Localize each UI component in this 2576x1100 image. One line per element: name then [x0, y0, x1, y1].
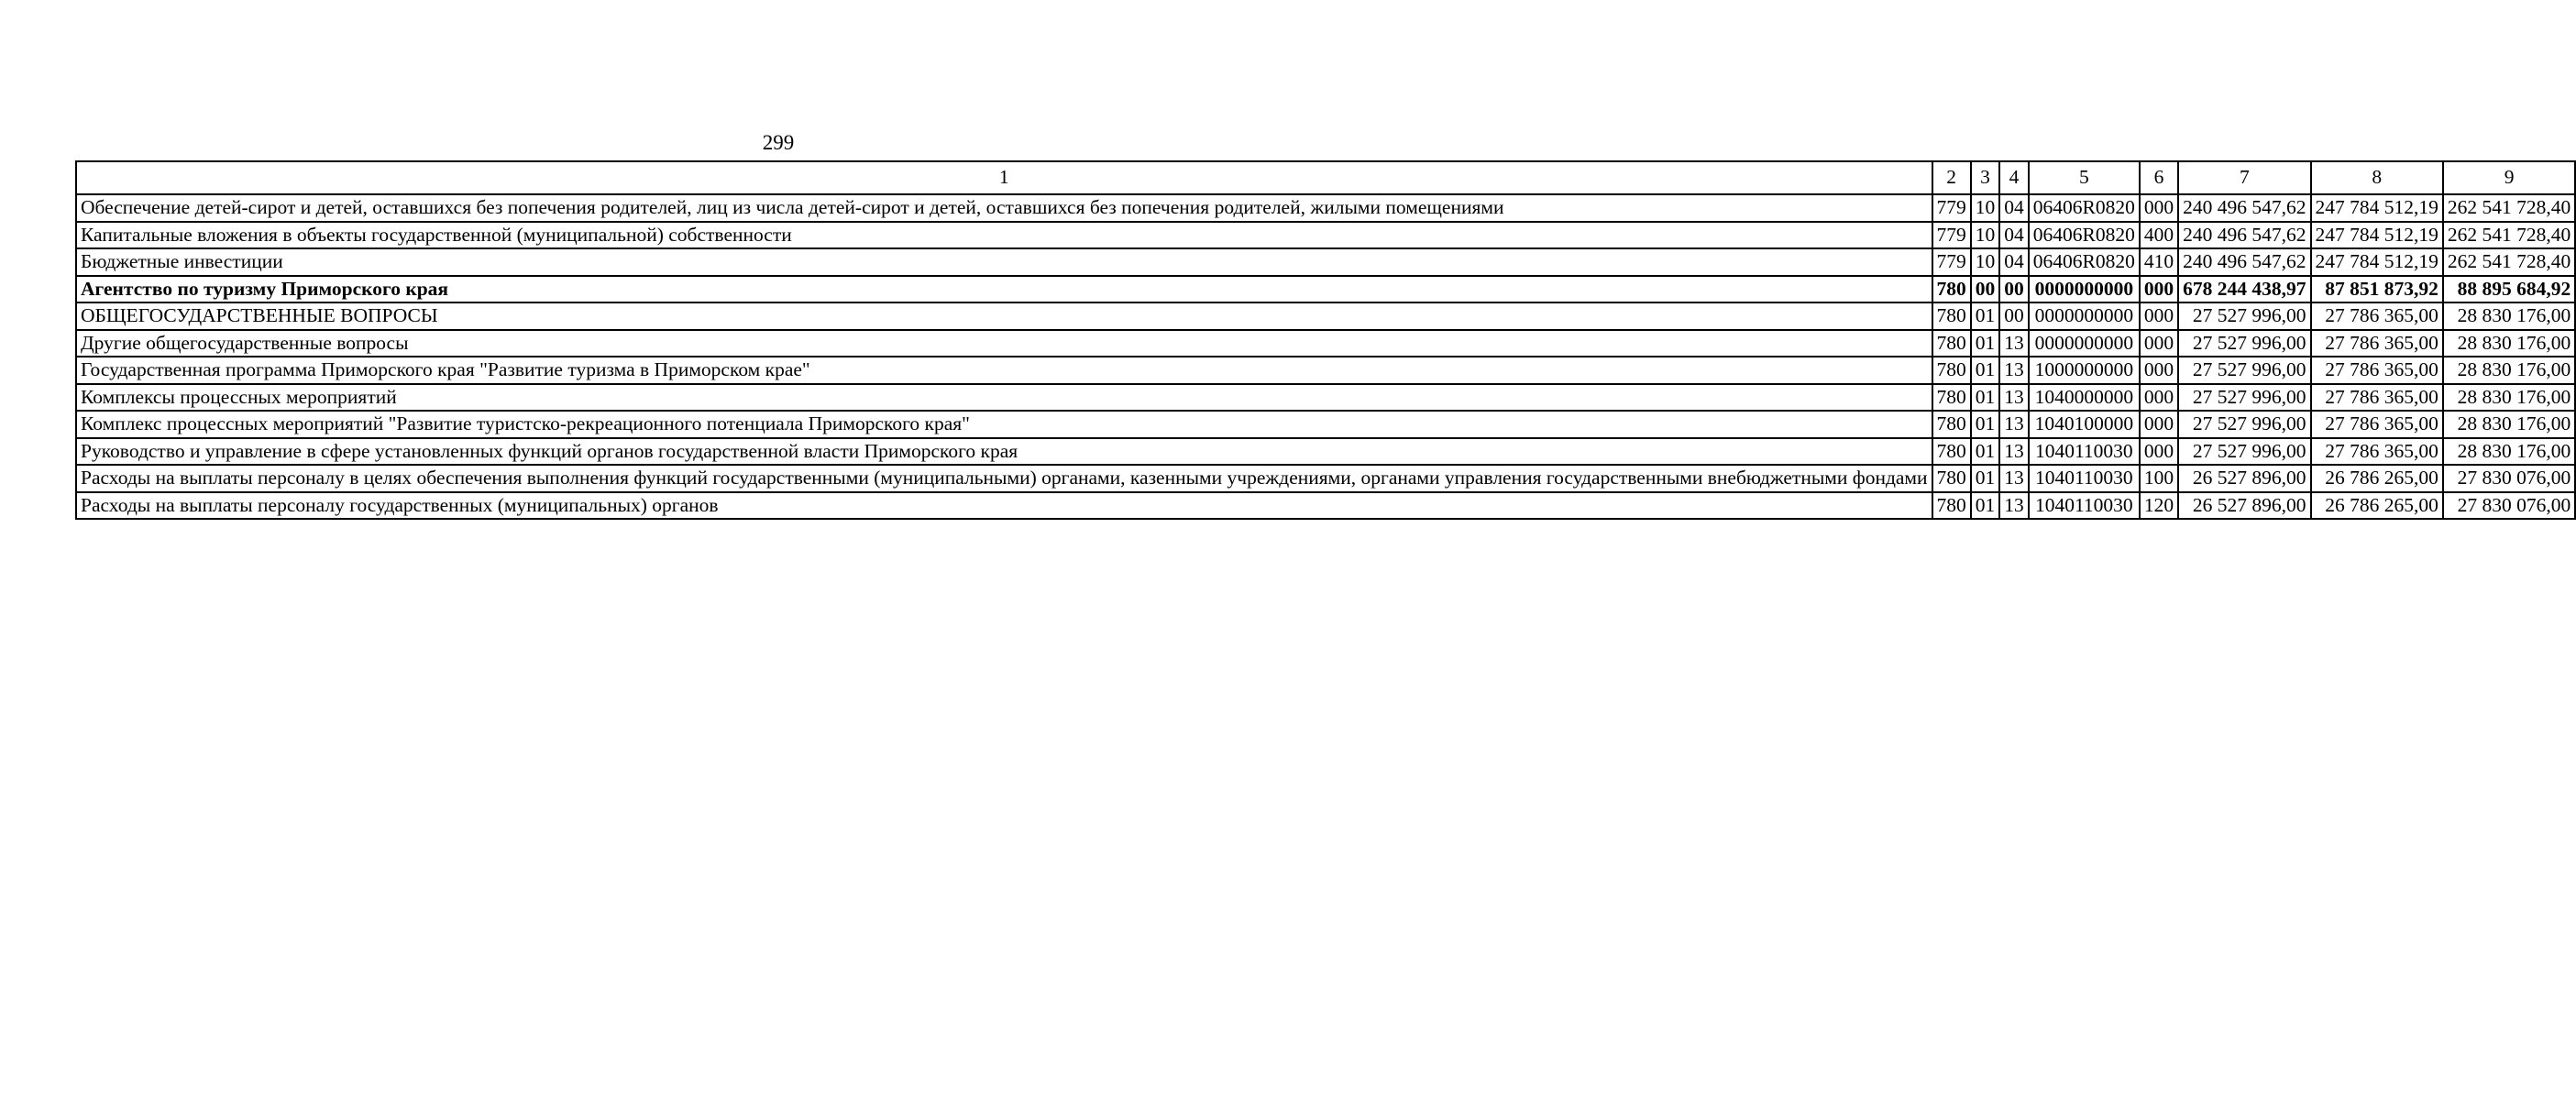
table-row [76, 357, 2575, 384]
row-code-subsection: 13 [1999, 492, 2029, 520]
row-code-section: 10 [1971, 248, 2000, 276]
row-name: Бюджетные инвестиции [76, 248, 1932, 276]
header-row [76, 161, 2575, 194]
column-header: 4 [1999, 161, 2029, 194]
row-code-section: 01 [1971, 492, 2000, 520]
row-code-expense-type: 000 [2140, 357, 2178, 384]
row-code-section: 01 [1971, 411, 2000, 438]
row-code-expense-type: 000 [2140, 194, 2178, 222]
row-amount-col9: 28 830 176,00 [2443, 384, 2575, 412]
row-name: Агентство по туризму Приморского края [76, 276, 1932, 303]
row-code-section: 01 [1971, 357, 2000, 384]
table-row [76, 248, 2575, 276]
row-amount-col8: 247 784 512,19 [2311, 194, 2443, 222]
row-code-target: 1040110030 [2029, 438, 2140, 466]
row-amount-col8: 26 786 265,00 [2311, 492, 2443, 520]
row-name: Комплекс процессных мероприятий "Развитие туристско-рекреационного потенциала Приморского края" [76, 411, 1932, 438]
row-code-expense-type: 400 [2140, 222, 2178, 249]
row-code-section: 10 [1971, 194, 2000, 222]
row-amount-col8: 247 784 512,19 [2311, 248, 2443, 276]
row-amount-col9: 88 895 684,92 [2443, 276, 2575, 303]
row-amount-col8: 27 786 365,00 [2311, 330, 2443, 358]
table-row [76, 276, 2575, 303]
row-code-target: 1040100000 [2029, 411, 2140, 438]
row-name: Другие общегосударственные вопросы [76, 330, 1932, 358]
row-amount-col9: 262 541 728,40 [2443, 194, 2575, 222]
row-code-section: 10 [1971, 222, 2000, 249]
row-code-target: 1040000000 [2029, 384, 2140, 412]
row-code-subsection: 13 [1999, 465, 2029, 492]
row-name: Государственная программа Приморского края "Развитие туризма в Приморском крае" [76, 357, 1932, 384]
row-code-adm: 780 [1932, 330, 1971, 358]
table-row [76, 465, 2575, 492]
column-header: 1 [76, 161, 1932, 194]
page-number: 299 [762, 131, 795, 154]
row-amount-col9: 28 830 176,00 [2443, 357, 2575, 384]
row-code-expense-type: 000 [2140, 384, 2178, 412]
row-code-adm: 780 [1932, 492, 1971, 520]
row-code-adm: 780 [1932, 302, 1971, 330]
row-amount-col7: 27 527 996,00 [2178, 438, 2310, 466]
row-amount-col8: 27 786 365,00 [2311, 302, 2443, 330]
row-code-subsection: 04 [1999, 194, 2029, 222]
column-header: 3 [1971, 161, 2000, 194]
row-code-expense-type: 000 [2140, 276, 2178, 303]
row-name: Капитальные вложения в объекты государственной (муниципальной) собственности [76, 222, 1932, 249]
row-amount-col8: 87 851 873,92 [2311, 276, 2443, 303]
row-code-expense-type: 120 [2140, 492, 2178, 520]
row-code-subsection: 00 [1999, 302, 2029, 330]
table-row [76, 302, 2575, 330]
row-amount-col7: 240 496 547,62 [2178, 222, 2310, 249]
row-amount-col8: 27 786 365,00 [2311, 357, 2443, 384]
row-code-target: 1040110030 [2029, 492, 2140, 520]
row-amount-col9: 28 830 176,00 [2443, 438, 2575, 466]
row-amount-col9: 28 830 176,00 [2443, 302, 2575, 330]
row-code-adm: 780 [1932, 357, 1971, 384]
row-name: Расходы на выплаты персоналу в целях обеспечения выполнения функций государственными (муниципальными) органами, казенными учреждениями, органами управления государственными внебюджетными фондами [76, 465, 1932, 492]
row-code-target: 0000000000 [2029, 302, 2140, 330]
row-code-adm: 780 [1932, 384, 1971, 412]
row-amount-col9: 28 830 176,00 [2443, 330, 2575, 358]
row-amount-col7: 26 527 896,00 [2178, 492, 2310, 520]
row-code-subsection: 13 [1999, 384, 2029, 412]
row-name: ОБЩЕГОСУДАРСТВЕННЫЕ ВОПРОСЫ [76, 302, 1932, 330]
row-code-section: 01 [1971, 302, 2000, 330]
row-name: Расходы на выплаты персоналу государственных (муниципальных) органов [76, 492, 1932, 520]
row-code-expense-type: 000 [2140, 411, 2178, 438]
row-code-expense-type: 000 [2140, 438, 2178, 466]
table-row [76, 492, 2575, 520]
row-code-expense-type: 100 [2140, 465, 2178, 492]
table-row [76, 438, 2575, 466]
row-code-subsection: 13 [1999, 438, 2029, 466]
row-amount-col7: 27 527 996,00 [2178, 357, 2310, 384]
row-amount-col7: 27 527 996,00 [2178, 302, 2310, 330]
row-amount-col9: 28 830 176,00 [2443, 411, 2575, 438]
row-code-adm: 780 [1932, 438, 1971, 466]
row-amount-col8: 27 786 365,00 [2311, 384, 2443, 412]
row-code-adm: 779 [1932, 194, 1971, 222]
row-code-expense-type: 000 [2140, 330, 2178, 358]
table-row [76, 384, 2575, 412]
row-amount-col7: 240 496 547,62 [2178, 194, 2310, 222]
table-row [76, 222, 2575, 249]
row-amount-col8: 26 786 265,00 [2311, 465, 2443, 492]
column-header: 7 [2178, 161, 2310, 194]
row-code-target: 1000000000 [2029, 357, 2140, 384]
row-code-subsection: 04 [1999, 248, 2029, 276]
row-amount-col8: 27 786 365,00 [2311, 411, 2443, 438]
row-code-expense-type: 410 [2140, 248, 2178, 276]
row-amount-col7: 240 496 547,62 [2178, 248, 2310, 276]
row-name: Комплексы процессных мероприятий [76, 384, 1932, 412]
row-code-adm: 780 [1932, 411, 1971, 438]
table-row [76, 411, 2575, 438]
row-code-target: 06406R0820 [2029, 194, 2140, 222]
row-code-section: 01 [1971, 438, 2000, 466]
row-amount-col7: 678 244 438,97 [2178, 276, 2310, 303]
column-header: 5 [2029, 161, 2140, 194]
row-code-subsection: 13 [1999, 357, 2029, 384]
row-name: Обеспечение детей-сирот и детей, оставшихся без попечения родителей, лиц из числа детей-сирот и детей, оставшихся без попечения родителей, жилыми помещениями [76, 194, 1932, 222]
row-amount-col7: 27 527 996,00 [2178, 330, 2310, 358]
row-amount-col7: 26 527 896,00 [2178, 465, 2310, 492]
row-amount-col8: 247 784 512,19 [2311, 222, 2443, 249]
table-body [76, 194, 2575, 519]
row-code-target: 06406R0820 [2029, 248, 2140, 276]
row-code-subsection: 00 [1999, 276, 2029, 303]
row-code-adm: 780 [1932, 465, 1971, 492]
row-amount-col9: 27 830 076,00 [2443, 465, 2575, 492]
row-amount-col9: 262 541 728,40 [2443, 248, 2575, 276]
row-code-target: 0000000000 [2029, 330, 2140, 358]
row-amount-col8: 27 786 365,00 [2311, 438, 2443, 466]
row-code-subsection: 13 [1999, 330, 2029, 358]
row-code-section: 01 [1971, 465, 2000, 492]
row-amount-col7: 27 527 996,00 [2178, 384, 2310, 412]
column-header: 9 [2443, 161, 2575, 194]
row-code-target: 06406R0820 [2029, 222, 2140, 249]
row-code-section: 00 [1971, 276, 2000, 303]
row-code-subsection: 04 [1999, 222, 2029, 249]
row-amount-col9: 262 541 728,40 [2443, 222, 2575, 249]
row-code-section: 01 [1971, 384, 2000, 412]
row-code-section: 01 [1971, 330, 2000, 358]
column-header: 2 [1932, 161, 1971, 194]
row-amount-col7: 27 527 996,00 [2178, 411, 2310, 438]
row-code-expense-type: 000 [2140, 302, 2178, 330]
row-name: Руководство и управление в сфере установленных функций органов государственной власти Приморского края [76, 438, 1932, 466]
row-code-adm: 780 [1932, 276, 1971, 303]
table-row [76, 194, 2575, 222]
row-code-subsection: 13 [1999, 411, 2029, 438]
row-code-target: 1040110030 [2029, 465, 2140, 492]
row-amount-col9: 27 830 076,00 [2443, 492, 2575, 520]
column-header: 8 [2311, 161, 2443, 194]
table-row [76, 330, 2575, 358]
row-code-target: 0000000000 [2029, 276, 2140, 303]
budget-table [75, 160, 2576, 520]
column-header: 6 [2140, 161, 2178, 194]
row-code-adm: 779 [1932, 248, 1971, 276]
row-code-adm: 779 [1932, 222, 1971, 249]
